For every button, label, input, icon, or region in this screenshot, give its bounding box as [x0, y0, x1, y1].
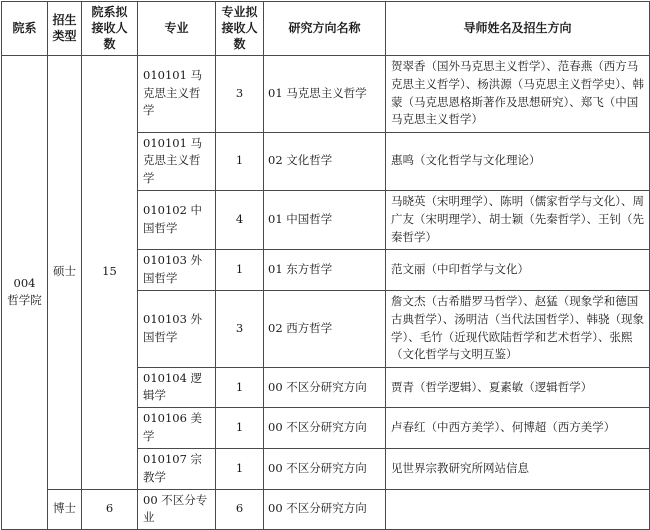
tutors-cell: 卢春红（中西方美学）、何博超（西方美学）: [386, 408, 650, 449]
direction-cell: 01 东方哲学: [264, 250, 386, 291]
planned-cell: 1: [216, 367, 264, 408]
doctoral-type-cell: 博士: [48, 489, 82, 530]
planned-cell: 1: [216, 250, 264, 291]
direction-cell: 00 不区分研究方向: [264, 408, 386, 449]
header-tutors: 导师姓名及招生方向: [386, 2, 650, 56]
department-code: 004: [13, 275, 36, 290]
direction-cell: 01 马克思主义哲学: [264, 55, 386, 132]
tutors-cell: 见世界宗教研究所网站信息: [386, 448, 650, 489]
doctoral-dept-planned-cell: 6: [82, 489, 138, 530]
header-department: 院系: [2, 2, 48, 56]
direction-cell: 02 文化哲学: [264, 132, 386, 190]
direction-cell: 02 西方哲学: [264, 290, 386, 367]
masters-type-cell: 硕士: [48, 55, 82, 489]
tutors-cell: 惠鸣（文化哲学与文化理论）: [386, 132, 650, 190]
table-row: [2, 55, 650, 132]
department-name: 哲学院: [7, 293, 42, 308]
header-major-planned: 专业拟接收人数: [216, 2, 264, 56]
header-major: 专业: [138, 2, 216, 56]
major-cell: 010104 逻辑学: [138, 367, 216, 408]
tutors-cell: 詹文杰（古希腊罗马哲学）、赵猛（现象学和德国古典哲学）、汤明洁（当代法国哲学）、韩骁（现象学）、毛竹（近现代欧陆哲学和艺术哲学）、张熙（文化哲学与文明互鉴）: [386, 290, 650, 367]
major-cell: 010103 外国哲学: [138, 290, 216, 367]
major-cell: 010106 美学: [138, 408, 216, 449]
table-row-doctoral: [2, 489, 650, 530]
direction-cell: 00 不区分研究方向: [264, 448, 386, 489]
masters-dept-planned-cell: 15: [82, 55, 138, 489]
major-cell: 010101 马克思主义哲学: [138, 55, 216, 132]
planned-cell: 4: [216, 191, 264, 250]
tutors-cell: 范文丽（中印哲学与文化）: [386, 250, 650, 291]
tutors-cell: 马晓英（宋明理学）、陈明（儒家哲学与文化）、周广友（宋明理学）、胡士颖（先秦哲学）、王钊（先秦哲学）: [386, 191, 650, 250]
tutors-cell: 贾青（哲学逻辑）、夏素敏（逻辑哲学）: [386, 367, 650, 408]
major-cell: 010107 宗教学: [138, 448, 216, 489]
major-cell: 010102 中国哲学: [138, 191, 216, 250]
planned-cell: 3: [216, 55, 264, 132]
major-cell: 010101 马克思主义哲学: [138, 132, 216, 190]
tutors-cell: [386, 489, 650, 530]
department-cell: [2, 55, 48, 530]
enrollment-table: [1, 1, 650, 530]
planned-cell: 1: [216, 132, 264, 190]
header-enroll-type: 招生类型: [48, 2, 82, 56]
planned-cell: 6: [216, 489, 264, 530]
planned-cell: 1: [216, 448, 264, 489]
tutors-cell: 贺翠香（国外马克思主义哲学）、范春燕（西方马克思主义哲学）、杨洪源（马克思主义哲学史）、韩蒙（马克思恩格斯著作及思想研究）、郑飞（中国马克思主义哲学）: [386, 55, 650, 132]
header-direction: 研究方向名称: [264, 2, 386, 56]
planned-cell: 3: [216, 290, 264, 367]
header-row: [2, 2, 650, 56]
direction-cell: 01 中国哲学: [264, 191, 386, 250]
header-dept-planned: 院系拟接收人数: [82, 2, 138, 56]
major-cell: 00 不区分专业: [138, 489, 216, 530]
direction-cell: 00 不区分研究方向: [264, 489, 386, 530]
planned-cell: 1: [216, 408, 264, 449]
direction-cell: 00 不区分研究方向: [264, 367, 386, 408]
major-cell: 010103 外国哲学: [138, 250, 216, 291]
